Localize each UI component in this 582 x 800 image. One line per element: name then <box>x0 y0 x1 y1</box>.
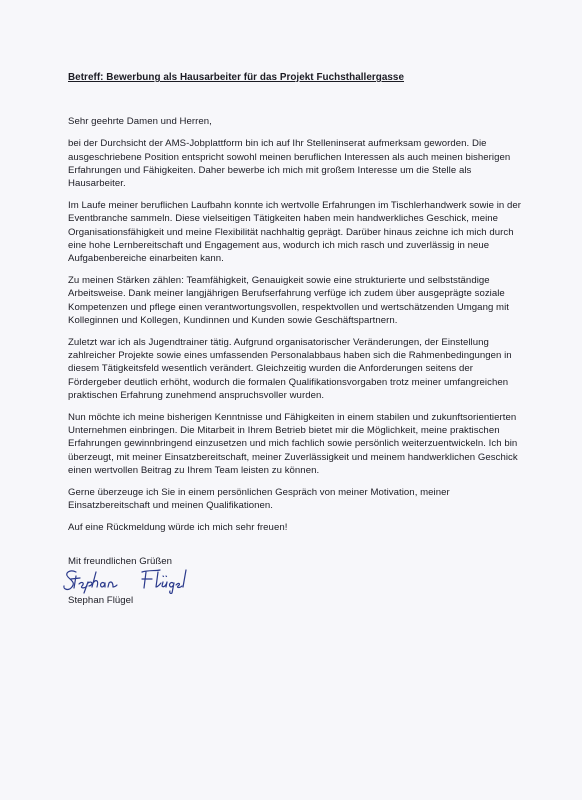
paragraph-application-intro: bei der Durchsicht der AMS-Jobplattform bin ich auf Ihr Stelleninserat aufmerksam geworden. Die ausgeschriebene Position entspricht sowohl meinen beruflichen Interessen als auch meinen bisherigen Erfahrungen und Fähigkeiten. Daher bewerbe ich mich mit großem Interesse um die Stelle als Hausarbeiter. <box>68 138 511 190</box>
paragraph-motivation: Nun möchte ich meine bisherigen Kenntnisse und Fähigkeiten in einem stabilen und zukunftsorientierten Unternehmen einbringen. Die Mitarbeit in Ihrem Betrieb bietet mir die Möglichkeit, meine praktischen Erfahrungen gewinnbringend einzusetzen und mich fachlich sowie persönlich weiterzuentwickeln. Ich bin überzeugt, mit meiner Einsatzbereitschaft, meiner Zuverlässigkeit und meinem handwerklichen Geschick einen wertvollen Beitrag zu Ihrem Team leisten zu können. <box>68 412 518 476</box>
closing-phrase: Mit freundlichen Grüßen <box>68 555 173 567</box>
paragraph-last-position: Zuletzt war ich als Jugendtrainer tätig. Aufgrund organisatorischer Veränderungen, der Einstellung zahlreicher Projekte sowie eines umfassenden Personalabbaus haben sich die Rahmenbedingungen in diesem Tätigkeitsfeld wesentlich verändert. Gleichzeitig wurden die Anforderungen seitens der Fördergeber deutlich erhöht, wodurch die formalen Qualifikationsvorgaben trotz meiner umfangreichen praktischen Erfahrung zunehmend anspruchsvoller wurden. <box>68 337 512 401</box>
sender-name: Stephan Flügel <box>68 594 134 606</box>
paragraph-interview-request: Gerne überzeuge ich Sie in einem persönlichen Gespräch von meiner Motivation, meiner Einsatzbereitschaft und meinen Qualifikationen. <box>68 487 450 512</box>
letter-body <box>68 71 528 607</box>
paragraph-experience: Im Laufe meiner beruflichen Laufbahn konnte ich wertvolle Erfahrungen im Tischlerhandwerk sowie in der Eventbranche sammeln. Diese vielseitigen Tätigkeiten haben mein handwerkliches Geschick, meine Organisationsfähigkeit und meine Flexibilität nachhaltig geprägt. Darüber hinaus zeichne ich mich durch eine hohe Lernbereitschaft und Engagement aus, wodurch ich mich rasch und zuverlässig in neue Aufgabenbereiche einarbeiten kann. <box>68 200 522 265</box>
paragraph-strengths: Zu meinen Stärken zählen: Teamfähigkeit, Genauigkeit sowie eine strukturierte und selbstständige Arbeitsweise. Dank meiner langjährigen Berufserfahrung verfüge ich zudem über ausgeprägte soziale Kompetenzen und pflege einen verantwortungsvollen, respektvollen und wertschätzenden Umgang mit Kolleginnen und Kollegen, Kundinnen und Kunden sowie Geschäftspartnern. <box>68 275 509 326</box>
paragraph-closing-wish: Auf eine Rückmeldung würde ich mich sehr freuen! <box>68 522 288 534</box>
salutation: Sehr geehrte Damen und Herren, <box>68 116 212 128</box>
subject-line: Betreff: Bewerbung als Hausarbeiter für das Projekt Fuchsthallergasse <box>68 72 405 83</box>
handwritten-signature <box>62 566 192 594</box>
